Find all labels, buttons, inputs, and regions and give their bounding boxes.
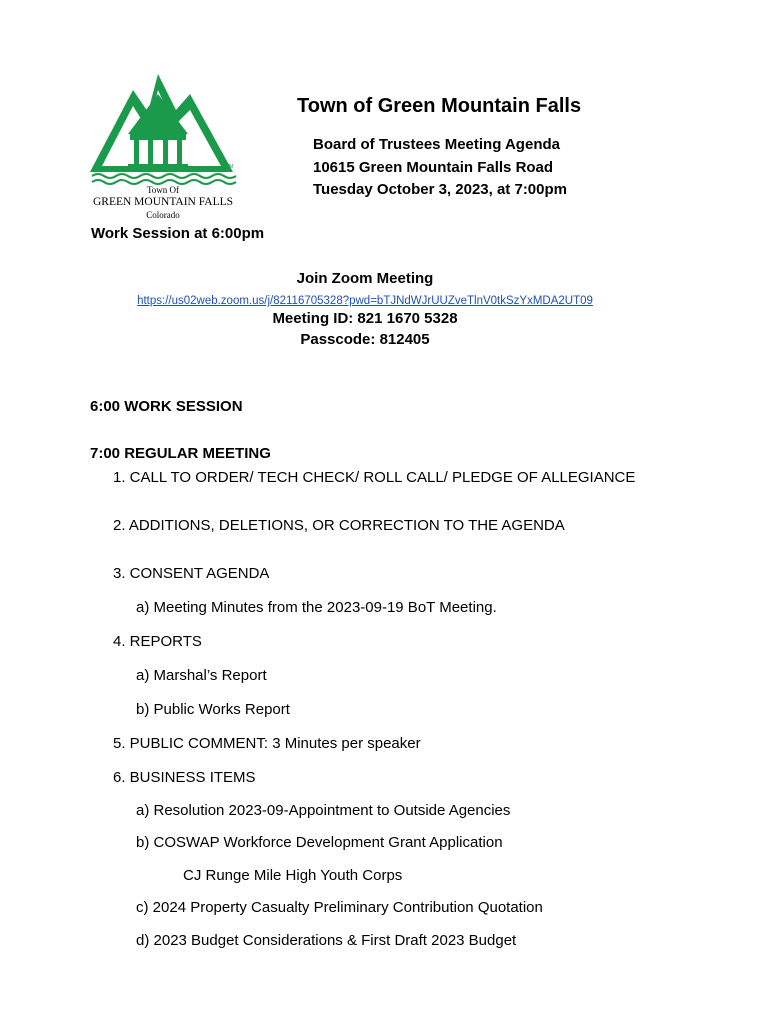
agenda-item: 6. BUSINESS ITEMS	[113, 769, 256, 786]
agenda-subitem: b) Public Works Report	[136, 701, 290, 718]
regular-meeting-heading: 7:00 REGULAR MEETING	[90, 445, 271, 462]
agenda-subitem: a) Resolution 2023-09-Appointment to Outside Agencies	[136, 802, 511, 819]
agenda-item: 5. PUBLIC COMMENT: 3 Minutes per speaker	[113, 735, 421, 752]
work-session-heading: 6:00 WORK SESSION	[90, 398, 243, 415]
logo-state: Colorado	[146, 210, 180, 220]
logo-town-name: GREEN MOUNTAIN FALLS	[92, 196, 234, 208]
meeting-id: Meeting ID: 821 1670 5328	[272, 310, 458, 327]
agenda-subitem: d) 2023 Budget Considerations & First Draft 2023 Budget	[136, 932, 517, 949]
town-logo	[88, 72, 238, 222]
logo-town-of: Town Of	[146, 185, 180, 195]
agenda-subitem-detail: CJ Runge Mile High Youth Corps	[183, 867, 403, 884]
agenda-item: 1. CALL TO ORDER/ TECH CHECK/ ROLL CALL/ PLEDGE OF ALLEGIANCE	[113, 469, 636, 486]
mountain-gazebo-icon	[88, 72, 238, 187]
agenda-subitem: b) COSWAP Workforce Development Grant Application	[136, 834, 503, 851]
passcode: Passcode: 812405	[300, 331, 430, 348]
agenda-subitem: c) 2024 Property Casualty Preliminary Contribution Quotation	[136, 899, 543, 916]
agenda-subitem: a) Marshal’s Report	[136, 667, 267, 684]
trademark-mark: TM	[226, 164, 234, 170]
meeting-address: 10615 Green Mountain Falls Road	[313, 159, 554, 176]
zoom-heading: Join Zoom Meeting	[296, 270, 434, 287]
page-title: Town of Green Mountain Falls	[297, 95, 582, 117]
zoom-link-row	[0, 291, 730, 309]
meeting-date: Tuesday October 3, 2023, at 7:00pm	[313, 181, 567, 198]
agenda-item: 4. REPORTS	[113, 633, 202, 650]
agenda-item: 2. ADDITIONS, DELETIONS, OR CORRECTION TO THE AGENDA	[113, 517, 565, 534]
agenda-subtitle: Board of Trustees Meeting Agenda	[313, 136, 560, 153]
work-session-note: Work Session at 6:00pm	[91, 225, 265, 242]
agenda-subitem: a) Meeting Minutes from the 2023-09-19 BoT Meeting.	[136, 599, 497, 616]
agenda-item: 3. CONSENT AGENDA	[113, 565, 270, 582]
zoom-link[interactable]: https://us02web.zoom.us/j/82116705328?pwd=bTJNdWJrUUZveTlnV0tkSzYxMDA2UT09	[137, 295, 593, 307]
